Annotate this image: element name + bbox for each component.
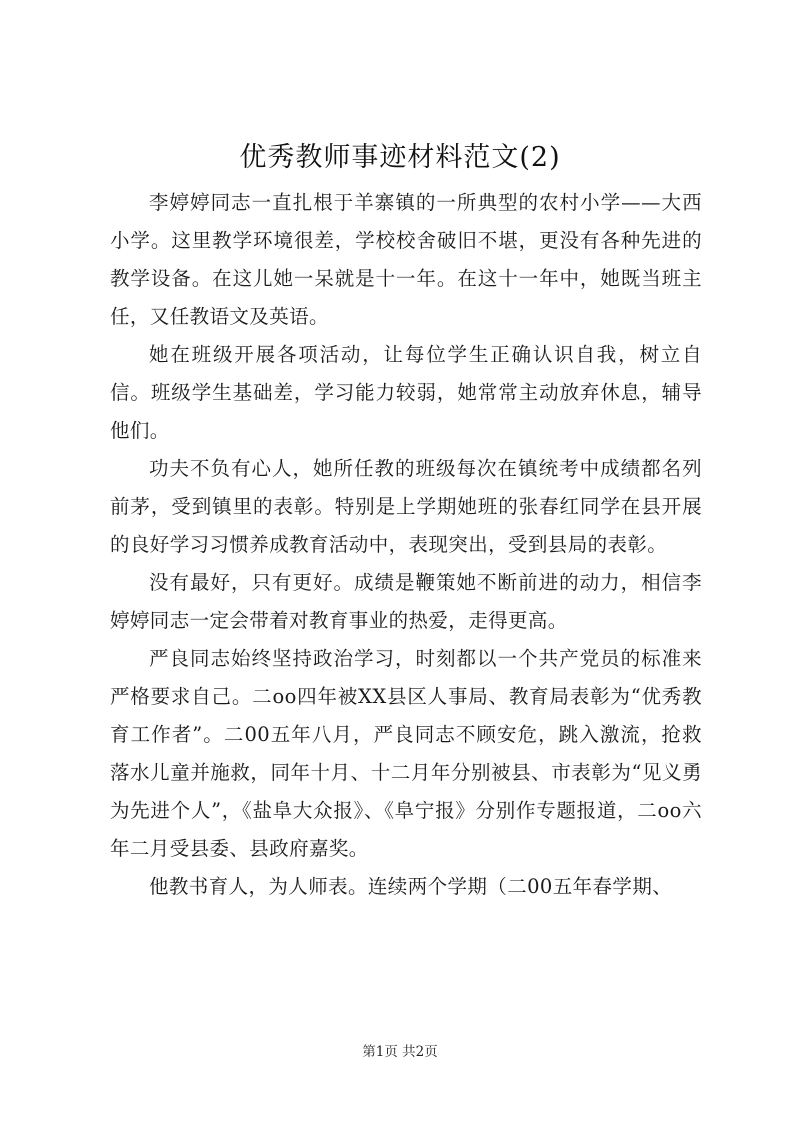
paragraph: 她在班级开展各项活动，让每位学生正确认识自我，树立自信。班级学生基础差，学习能力较弱，她常常主动放弃休息，辅导他们。 <box>110 343 702 442</box>
paragraph: 他教书育人，为人师表。连续两个学期（二00五年春学期、 <box>149 875 673 898</box>
document-title: 优秀教师事迹材料范文(2) <box>239 142 561 173</box>
page-footer: 第1页 共2页 <box>362 1044 438 1060</box>
paragraph: 李婷婷同志一直扎根于羊寨镇的一所典型的农村小学——大西小学。这里教学环境很差，学校校舍破旧不堪，更没有各种先进的教学设备。在这儿她一呆就是十一年。在这十一年中，她既当班主任，又任教语文及英语。 <box>110 191 702 328</box>
paragraph: 没有最好，只有更好。成绩是鞭策她不断前进的动力，相信李婷婷同志一定会带着对教育事业的热爱，走得更高。 <box>110 571 702 632</box>
paragraph: 严良同志始终坚持政治学习，时刻都以一个共产党员的标准来严格要求自己。二oo四年被XX县区人事局、教育局表彰为“优秀教育工作者”。二00五年八月，严良同志不顾安危，跳入激流，抢救落水儿童并施救，同年十月、十二月年分别被县、市表彰为“见义勇为先进个人”，《盐阜大众报》、《阜宁报》分别作专题报道，二oo六年二月受县委、县政府嘉奖。 <box>110 647 702 860</box>
paragraph: 功夫不负有心人，她所任教的班级每次在镇统考中成绩都名列前茅，受到镇里的表彰。特别是上学期她班的张春红同学在县开展的良好学习习惯养成教育活动中，表现突出，受到县局的表彰。 <box>110 457 702 556</box>
document-body <box>110 184 702 906</box>
